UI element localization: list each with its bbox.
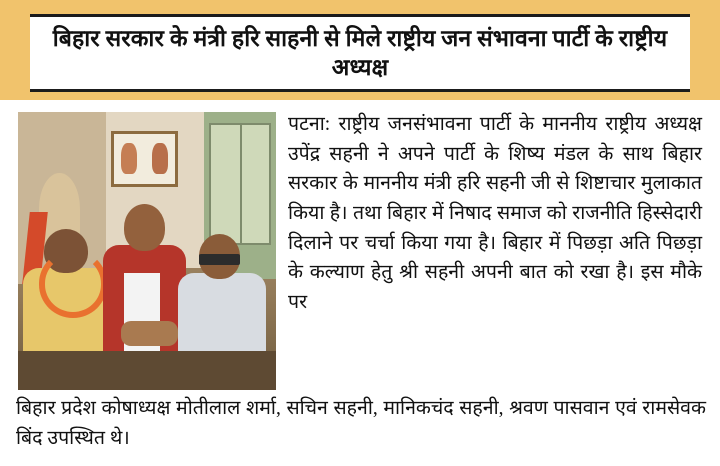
article-paragraph-bottom: बिहार प्रदेश कोषाध्यक्ष मोतीलाल शर्मा, सचिन सहनी, मानिकचंद सहनी, श्रवण पासवान एवं रामसेवक बिंद उपस्थित थे। [16,398,706,449]
article-body-bottom [16,394,706,453]
window-icon [209,123,271,245]
article-body-top [288,110,702,317]
garland-icon [39,250,108,318]
article-paragraph-top: पटना: राष्ट्रीय जनसंभावना पार्टी के माननीय राष्ट्रीय अध्यक्ष उपेंद्र सहनी ने अपने पार्टी के शिष्य मंडल के साथ बिहार सरकार के माननीय मंत्री हरि सहनी जी से शिष्टाचार मुलाकात किया है। तथा बिहार में निषाद समाज को राजनीति हिस्सेदारी दिलाने पर चर्चा किया गया है। बिहार में पिछड़ा अति पिछड़ा के कल्याण हेतु श्री सहनी अपनी बात को रखा है। इस मौके पर [288,114,702,313]
photo-scene [18,112,276,390]
article-photo [18,112,276,390]
table-foreground [18,351,276,390]
glasses-icon [199,254,240,265]
headline-banner [30,14,690,92]
person-center-head [124,204,165,251]
handshake-region [121,321,178,346]
page-title: बिहार सरकार के मंत्री हरि साहनी से मिले राष्ट्रीय जन संभावना पार्टी के राष्ट्रीय अध्यक्ष [52,25,668,80]
wall-portrait-frame [111,131,178,187]
